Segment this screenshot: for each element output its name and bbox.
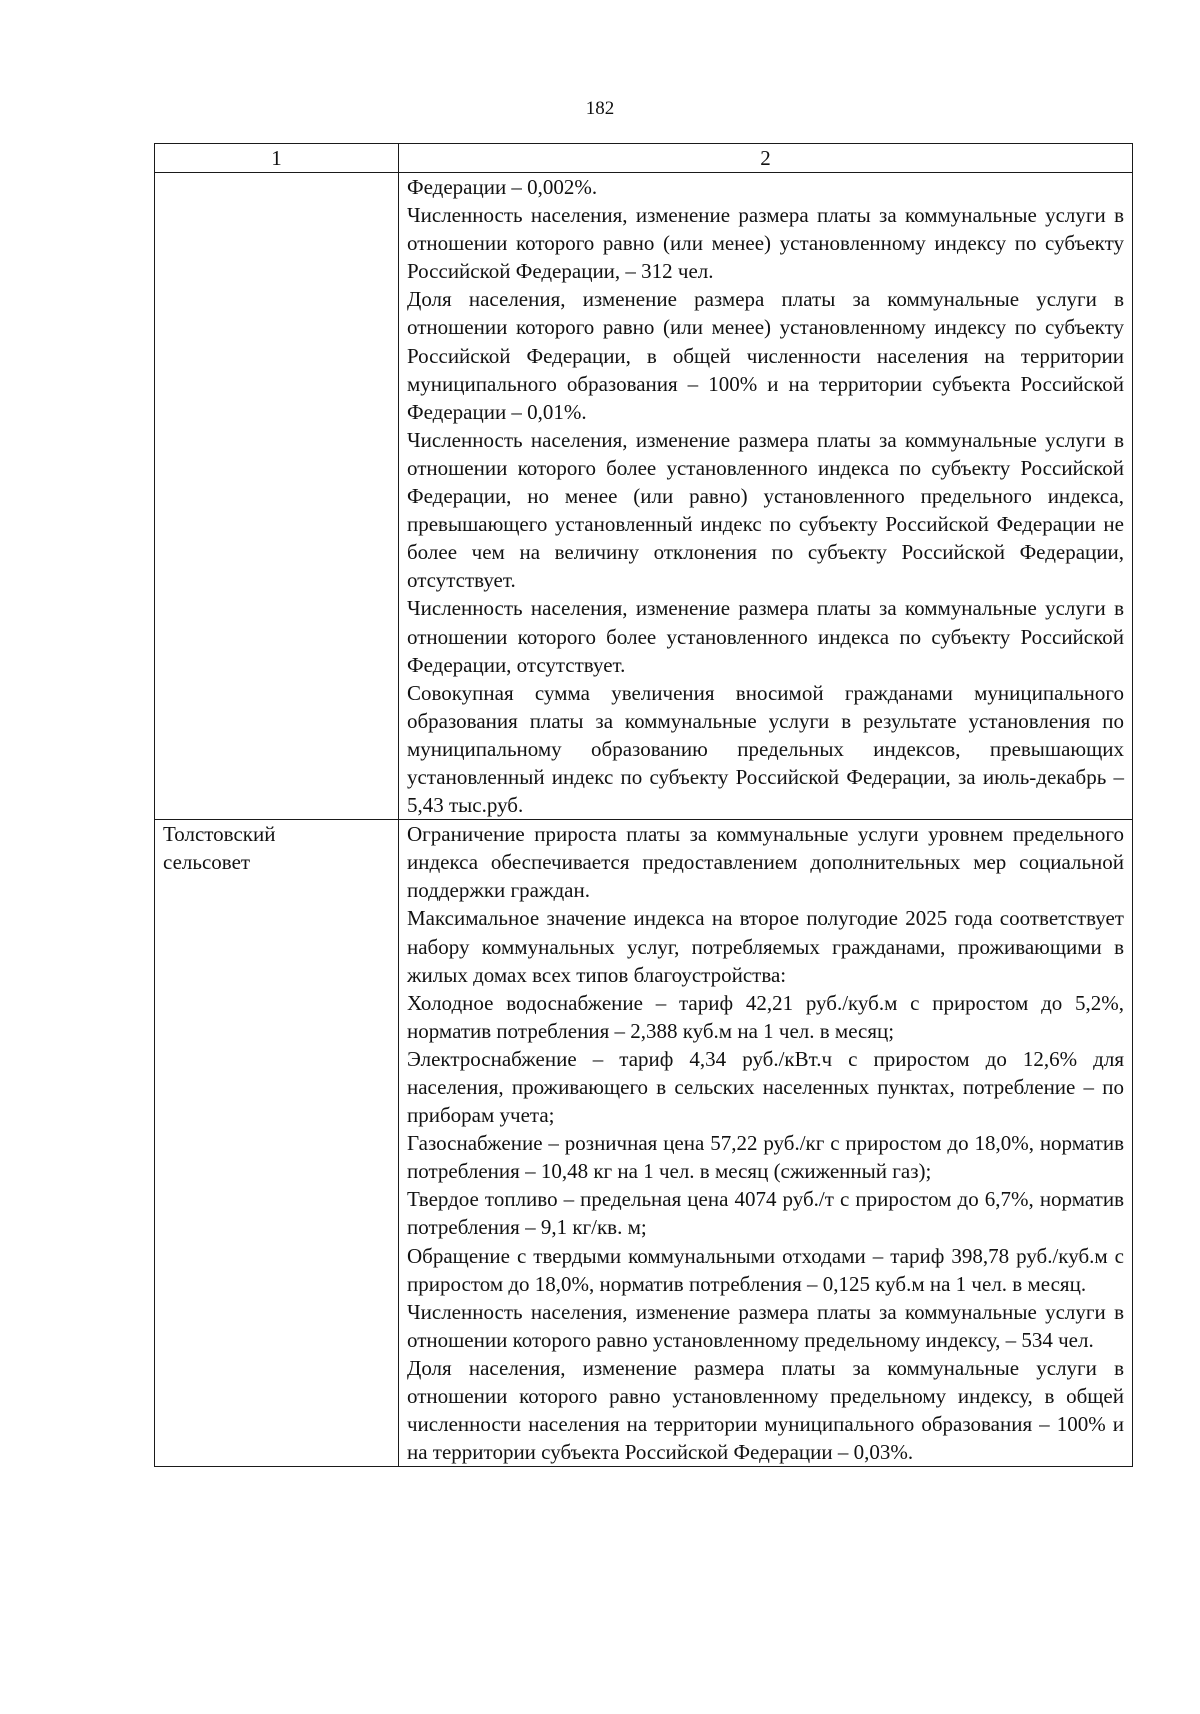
paragraph: Численность населения, изменение размера платы за коммунальные услуги в отношении которого равно установленному предельному индексу, – 534 чел. bbox=[407, 1299, 1124, 1352]
header-row bbox=[155, 144, 1133, 173]
description-cell bbox=[399, 173, 1133, 820]
paragraph: Численность населения, изменение размера платы за коммунальные услуги в отношении которого более установленного индекса по субъекту Российской Федерации, отсутствует. bbox=[407, 596, 1124, 677]
paragraph: Газоснабжение – розничная цена 57,22 руб./кг с приростом до 18,0%, норматив потребления – 10,48 кг на 1 чел. в месяц (сжиженный газ); bbox=[407, 1131, 1124, 1184]
paragraph: Федерации – 0,002%. bbox=[407, 175, 598, 199]
document-table bbox=[154, 143, 1133, 1467]
paragraph: Доля населения, изменение размера платы за коммунальные услуги в отношении которого равно (или менее) установленному индексу по субъекту Российской Федерации, в общей численности населения на территории муниципального образования – 100% и на территории субъекта Российской Федерации – 0,01%. bbox=[407, 287, 1124, 424]
municipality-name-line: Толстовский bbox=[163, 822, 276, 847]
paragraph: Твердое топливо – предельная цена 4074 руб./т с приростом до 6,7%, норматив потребления – 9,1 кг/кв. м; bbox=[407, 1187, 1124, 1240]
description-cell bbox=[399, 820, 1133, 1467]
municipality-name-line: сельсовет bbox=[163, 850, 251, 875]
page-number: 182 bbox=[585, 98, 615, 119]
paragraph: Численность населения, изменение размера платы за коммунальные услуги в отношении которого равно (или менее) установленному индексу по субъекту Российской Федерации, – 312 чел. bbox=[407, 203, 1124, 284]
paragraph: Максимальное значение индекса на второе полугодие 2025 года соответствует набору коммунальных услуг, потребляемых гражданами, проживающими в жилых домах всех типов благоустройства: bbox=[407, 906, 1124, 987]
table-row-tolstovsky bbox=[155, 820, 1133, 1467]
paragraph: Обращение с твердыми коммунальными отходами – тариф 398,78 руб./куб.м с приростом до 18,0%, норматив потребления – 0,125 куб.м на 1 чел. в месяц. bbox=[407, 1243, 1124, 1296]
table-header bbox=[155, 144, 1133, 173]
table-row-continuation bbox=[155, 173, 1133, 820]
column-header-2: 2 bbox=[399, 144, 1133, 173]
paragraph: Ограничение прироста платы за коммунальные услуги уровнем предельного индекса обеспечивается предоставлением дополнительных мер социальной поддержки граждан. bbox=[407, 822, 1124, 903]
municipality-name-cell bbox=[155, 173, 399, 820]
municipality-name-cell bbox=[155, 820, 399, 1467]
paragraph: Численность населения, изменение размера платы за коммунальные услуги в отношении которого более установленного индекса по субъекту Российской Федерации, но менее (или равно) установленного предельного индекса, превышающего установленный индекс по субъекту Российской Федерации не более чем на величину отклонения по субъекту Российской Федерации, отсутствует. bbox=[407, 427, 1124, 593]
paragraph: Доля населения, изменение размера платы за коммунальные услуги в отношении которого равно установленному предельному индексу, в общей численности населения на территории муниципального образования – 100% и на территории субъекта Российской Федерации – 0,03%. bbox=[407, 1355, 1124, 1465]
paragraph: Электроснабжение – тариф 4,34 руб./кВт.ч с приростом до 12,6% для населения, проживающего в сельских населенных пунктах, потребление – по приборам учета; bbox=[407, 1046, 1124, 1128]
paragraph: Совокупная сумма увеличения вносимой гражданами муниципального образования платы за коммунальные услуги в результате установления по муниципальному образованию предельных индексов, превышающих установленный индекс по субъекту Российской Федерации, за июль-декабрь – 5,43 тыс.руб. bbox=[407, 680, 1124, 818]
table-body bbox=[155, 173, 1133, 1467]
paragraph: Холодное водоснабжение – тариф 42,21 руб./куб.м с приростом до 5,2%, норматив потребления – 2,388 куб.м на 1 чел. в месяц; bbox=[407, 990, 1124, 1043]
column-header-1: 1 bbox=[155, 144, 399, 173]
